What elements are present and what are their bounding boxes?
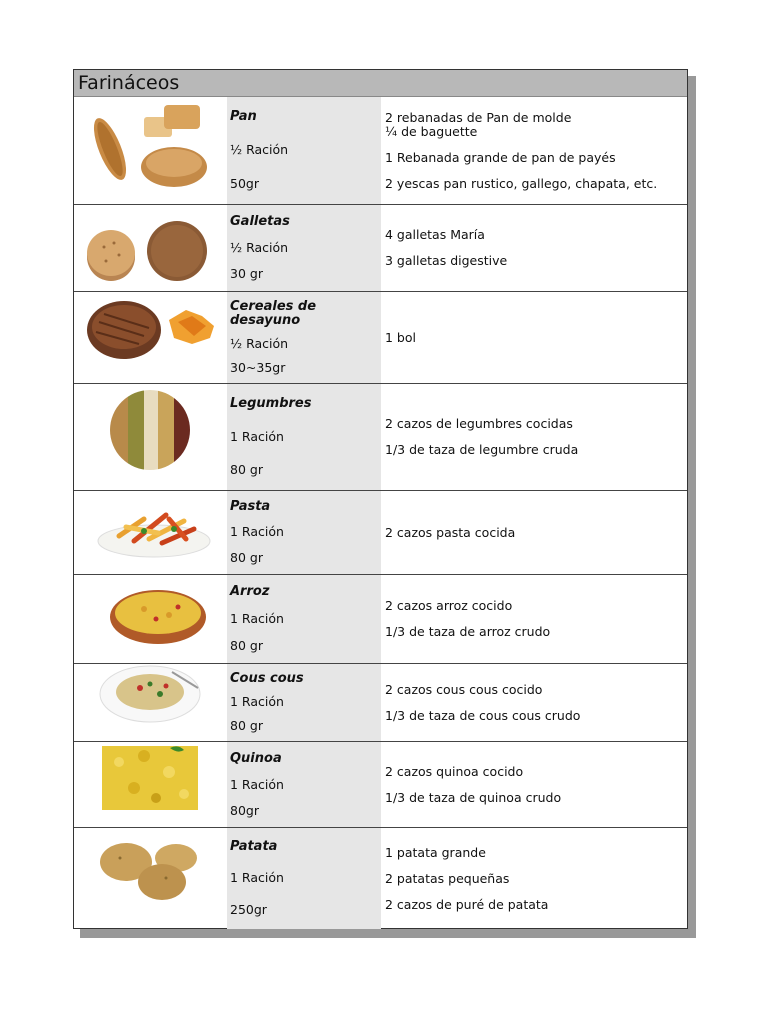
table-row — [74, 664, 687, 742]
food-weight: 50gr — [230, 175, 259, 191]
table-title: Farináceos — [74, 70, 687, 97]
table-row — [74, 97, 687, 205]
equivalence-line: 4 galletas María — [385, 227, 485, 242]
rice-image — [74, 575, 227, 663]
food-portion: ½ Ración — [230, 336, 289, 352]
table-row — [74, 491, 687, 575]
food-weight: 80 gr — [230, 717, 263, 733]
food-name: Cereales de desayuno — [230, 299, 317, 329]
food-weight: 80gr — [230, 802, 259, 818]
food-portion: ½ Ración — [230, 142, 289, 158]
food-name: Legumbres — [230, 396, 312, 411]
equivalence-line: 2 cazos de legumbres cocidas — [385, 416, 573, 431]
cereal-image — [74, 292, 227, 383]
table-row — [74, 575, 687, 664]
equivalence-line: 2 patatas pequeñas — [385, 870, 510, 886]
equivalence-line: 2 cazos arroz cocido — [385, 598, 513, 613]
food-name: Cous cous — [230, 671, 304, 687]
cookies-image — [74, 205, 227, 291]
food-name: Arroz — [230, 584, 270, 599]
equivalence-line: 2 rebanadas de Pan de molde ¼ de baguette — [385, 109, 572, 139]
food-weight: 80 gr — [230, 549, 263, 565]
food-portion: 1 Ración — [230, 870, 284, 886]
food-name: Galletas — [230, 213, 290, 229]
table-row — [74, 742, 687, 828]
legumes-image — [74, 384, 227, 490]
food-name: Pasta — [230, 499, 271, 515]
equivalence-line: 1/3 de taza de arroz crudo — [385, 624, 551, 639]
food-weight: 250gr — [230, 901, 267, 917]
equivalence-line: 2 cazos quinoa cocido — [385, 763, 524, 779]
table-row — [74, 205, 687, 292]
equivalence-line: 2 cazos pasta cocida — [385, 524, 516, 540]
bread-image — [74, 97, 227, 204]
table-row — [74, 828, 687, 929]
food-weight: 30 gr — [230, 266, 263, 282]
food-table — [73, 69, 688, 929]
food-portion: 1 Ración — [230, 524, 284, 540]
food-weight: 80 gr — [230, 638, 263, 653]
food-weight: 80 gr — [230, 462, 263, 477]
equivalence-line: 2 cazos cous cous cocido — [385, 681, 543, 697]
equivalence-line: 1/3 de taza de cous cous crudo — [385, 707, 581, 723]
food-weight: 30~35gr — [230, 359, 286, 375]
equivalence-line: 2 yescas pan rustico, gallego, chapata, etc. — [385, 175, 658, 191]
table-row — [74, 292, 687, 384]
food-portion: 1 Ración — [230, 429, 284, 444]
food-portion: ½ Ración — [230, 239, 289, 255]
potato-image — [74, 828, 227, 929]
quinoa-image — [74, 742, 227, 827]
food-portion: 1 Ración — [230, 776, 284, 792]
food-name: Quinoa — [230, 750, 282, 766]
pasta-image — [74, 491, 227, 574]
equivalence-line: 2 cazos de puré de patata — [385, 896, 549, 912]
food-name: Patata — [230, 839, 278, 855]
equivalence-line: 1 Rebanada grande de pan de payés — [385, 149, 616, 165]
equivalence-line: 1 bol — [385, 329, 416, 345]
couscous-image — [74, 664, 227, 741]
food-name: Pan — [230, 109, 257, 125]
food-portion: 1 Ración — [230, 694, 284, 710]
equivalence-line: 1/3 de taza de legumbre cruda — [385, 442, 579, 457]
equivalence-line: 1/3 de taza de quinoa crudo — [385, 789, 562, 805]
table-row — [74, 384, 687, 491]
equivalence-line: 1 patata grande — [385, 844, 486, 860]
food-portion: 1 Ración — [230, 611, 284, 626]
equivalence-line: 3 galletas digestive — [385, 253, 508, 268]
